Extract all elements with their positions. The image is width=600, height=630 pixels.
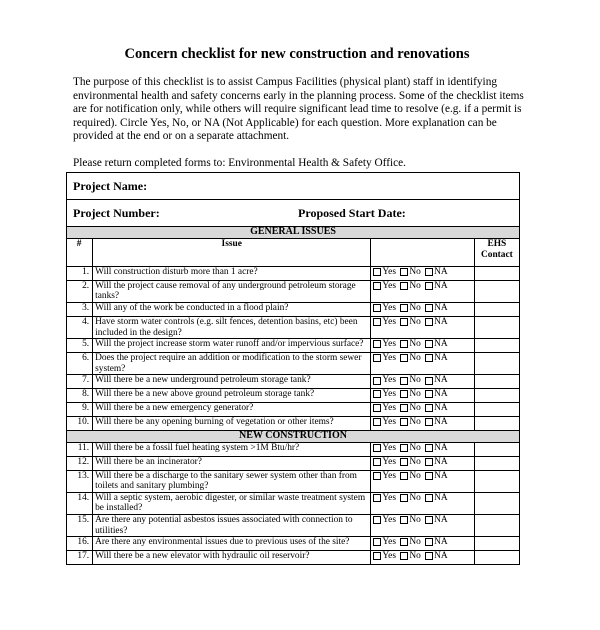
ehs-contact-cell[interactable] [474, 339, 519, 353]
ehs-contact-cell[interactable] [474, 551, 519, 565]
na-option[interactable] [425, 457, 448, 468]
ehs-contact-cell[interactable] [474, 456, 519, 470]
yes-label: Yes [382, 353, 396, 364]
question-text: Will a septic system, aerobic digester, or similar waste treatment system be installed? [93, 492, 371, 514]
checklist-row [67, 551, 520, 565]
na-option[interactable] [425, 303, 448, 314]
no-option[interactable] [400, 281, 420, 292]
na-option[interactable] [425, 471, 448, 482]
answer-options [371, 551, 474, 565]
yes-checkbox[interactable] [373, 354, 381, 362]
start-date-label: Proposed Start Date: [298, 205, 406, 220]
no-label: No [409, 551, 421, 562]
na-option[interactable] [425, 375, 448, 386]
yes-label: Yes [382, 303, 396, 314]
question-text: Will there be a new elevator with hydraulic oil reservoir? [93, 551, 371, 565]
project-name-label: Project Name: [73, 178, 148, 193]
question-number: 15. [67, 514, 93, 536]
yes-option[interactable] [373, 281, 396, 292]
no-option[interactable] [400, 417, 420, 428]
answer-options [371, 514, 474, 536]
yes-label: Yes [382, 316, 396, 327]
na-checkbox[interactable] [425, 318, 433, 326]
no-option[interactable] [400, 267, 420, 278]
no-label: No [409, 470, 421, 481]
question-number: 13. [67, 470, 93, 492]
na-label: NA [434, 514, 448, 525]
na-checkbox[interactable] [425, 404, 433, 412]
na-checkbox[interactable] [425, 418, 433, 426]
yes-checkbox[interactable] [373, 538, 381, 546]
question-text: Are there any potential asbestos issues associated with connection to utilities? [93, 514, 371, 536]
no-label: No [409, 492, 421, 503]
col-issue-header: Issue [93, 239, 371, 267]
ehs-contact-cell[interactable] [474, 389, 519, 403]
question-text: Will any of the work be conducted in a flood plain? [93, 303, 371, 317]
no-checkbox[interactable] [400, 340, 408, 348]
yes-option[interactable] [373, 457, 396, 468]
yes-option[interactable] [373, 389, 396, 400]
na-label: NA [434, 267, 448, 277]
na-checkbox[interactable] [425, 538, 433, 546]
question-number: 14. [67, 492, 93, 514]
no-label: No [409, 456, 421, 467]
answer-options [371, 492, 474, 514]
question-text: Have storm water controls (e.g. silt fences, detention basins, etc) been included in the design? [93, 316, 371, 338]
question-text: Will there be a new emergency generator? [93, 403, 371, 417]
question-number: 1. [67, 267, 93, 281]
na-checkbox[interactable] [425, 494, 433, 502]
question-number: 11. [67, 442, 93, 456]
na-option[interactable] [425, 403, 448, 414]
ehs-contact-cell[interactable] [474, 375, 519, 389]
yes-checkbox[interactable] [373, 404, 381, 412]
yes-checkbox[interactable] [373, 390, 381, 398]
question-text: Will there be a new underground petroleum storage tank? [93, 375, 371, 389]
no-label: No [409, 267, 421, 277]
yes-label: Yes [382, 537, 396, 548]
na-label: NA [434, 389, 448, 400]
question-text: Are there any environmental issues due to previous uses of the site? [93, 537, 371, 551]
no-label: No [409, 389, 421, 400]
checklist-row [67, 389, 520, 403]
yes-option[interactable] [373, 317, 396, 328]
na-option[interactable] [425, 389, 448, 400]
yes-label: Yes [382, 280, 396, 291]
yes-label: Yes [382, 492, 396, 503]
ehs-contact-cell[interactable] [474, 303, 519, 317]
ehs-contact-cell[interactable] [474, 316, 519, 338]
na-label: NA [434, 456, 448, 467]
na-option[interactable] [425, 443, 448, 454]
na-option[interactable] [425, 267, 448, 278]
no-label: No [409, 416, 421, 427]
question-text: Will construction disturb more than 1 acre? [93, 267, 371, 281]
yes-label: Yes [382, 339, 396, 350]
no-option[interactable] [400, 457, 420, 468]
checklist-row [67, 280, 520, 302]
no-option[interactable] [400, 537, 420, 548]
question-text: Will there be any opening burning of vegetation or other items? [93, 416, 371, 430]
question-number: 4. [67, 316, 93, 338]
question-number: 9. [67, 403, 93, 417]
checklist-row [67, 353, 520, 375]
no-option[interactable] [400, 375, 420, 386]
answer-options [371, 316, 474, 338]
checklist-row [67, 267, 520, 281]
ehs-contact-cell[interactable] [474, 492, 519, 514]
yes-label: Yes [382, 514, 396, 525]
no-checkbox[interactable] [400, 472, 408, 480]
question-text: Will there be an incinerator? [93, 456, 371, 470]
yes-label: Yes [382, 551, 396, 562]
na-option[interactable] [425, 353, 448, 364]
answer-options [371, 470, 474, 492]
yes-option[interactable] [373, 443, 396, 454]
yes-label: Yes [382, 416, 396, 427]
section-title: GENERAL ISSUES [67, 227, 520, 239]
na-label: NA [434, 403, 448, 414]
no-option[interactable] [400, 471, 420, 482]
na-option[interactable] [425, 317, 448, 328]
question-number: 12. [67, 456, 93, 470]
na-option[interactable] [425, 551, 448, 562]
yes-checkbox[interactable] [373, 458, 381, 466]
question-text: Will there be a discharge to the sanitary sewer system other than from toilets and sanitary plumbing? [93, 470, 371, 492]
yes-label: Yes [382, 267, 396, 277]
question-number: 17. [67, 551, 93, 565]
checklist-row [67, 537, 520, 551]
no-label: No [409, 316, 421, 327]
yes-checkbox[interactable] [373, 377, 381, 385]
no-label: No [409, 375, 421, 386]
column-headers [67, 239, 520, 267]
yes-option[interactable] [373, 303, 396, 314]
no-option[interactable] [400, 389, 420, 400]
yes-label: Yes [382, 456, 396, 467]
no-checkbox[interactable] [400, 354, 408, 362]
na-checkbox[interactable] [425, 377, 433, 385]
answer-options [371, 303, 474, 317]
ehs-contact-cell[interactable] [474, 514, 519, 536]
no-checkbox[interactable] [400, 282, 408, 290]
no-label: No [409, 303, 421, 314]
na-label: NA [434, 303, 448, 314]
no-label: No [409, 339, 421, 350]
na-option[interactable] [425, 537, 448, 548]
answer-options [371, 375, 474, 389]
col-number-header: # [67, 239, 93, 267]
no-option[interactable] [400, 339, 420, 350]
no-option[interactable] [400, 353, 420, 364]
question-text: Will the project increase storm water runoff and/or impervious surface? [93, 339, 371, 353]
no-label: No [409, 442, 421, 453]
na-option[interactable] [425, 281, 448, 292]
yes-checkbox[interactable] [373, 418, 381, 426]
no-option[interactable] [400, 303, 420, 314]
checklist-row [67, 416, 520, 430]
no-option[interactable] [400, 317, 420, 328]
yes-label: Yes [382, 470, 396, 481]
na-checkbox[interactable] [425, 444, 433, 452]
yes-option[interactable] [373, 417, 396, 428]
no-checkbox[interactable] [400, 418, 408, 426]
question-text: Will there be a new above ground petroleum storage tank? [93, 389, 371, 403]
question-text: Will there be a fossil fuel heating system >1M Btu/hr? [93, 442, 371, 456]
na-option[interactable] [425, 493, 448, 504]
yes-checkbox[interactable] [373, 340, 381, 348]
answer-options [371, 456, 474, 470]
answer-options [371, 442, 474, 456]
question-number: 5. [67, 339, 93, 353]
no-label: No [409, 514, 421, 525]
section-header [67, 227, 520, 239]
na-checkbox[interactable] [425, 516, 433, 524]
ehs-contact-cell[interactable] [474, 442, 519, 456]
na-label: NA [434, 353, 448, 364]
intro-paragraph: The purpose of this checklist is to assist Campus Facilities (physical plant) staff in identifying environmental health and safety concerns early in the planning process. Some of the checklist items are for notification only, while others will require significant lead time to resolve (e.g. if a permit is required). Circle Yes, No, or NA (Not Applicable) for each question. More explanation can be provided at the end or on a separate attachment. [73, 76, 524, 143]
yes-option[interactable] [373, 267, 396, 278]
answer-options [371, 403, 474, 417]
yes-checkbox[interactable] [373, 552, 381, 560]
ehs-contact-cell[interactable] [474, 403, 519, 417]
na-label: NA [434, 339, 448, 350]
yes-checkbox[interactable] [373, 444, 381, 452]
no-checkbox[interactable] [400, 268, 408, 276]
no-checkbox[interactable] [400, 404, 408, 412]
no-checkbox[interactable] [400, 538, 408, 546]
section-header [67, 430, 520, 442]
col-ehs-header: EHS Contact [474, 239, 519, 267]
checklist-row [67, 375, 520, 389]
yes-option[interactable] [373, 353, 396, 364]
project-number-field[interactable] [67, 200, 520, 227]
ehs-contact-cell[interactable] [474, 537, 519, 551]
no-label: No [409, 353, 421, 364]
answer-options [371, 267, 474, 281]
answer-options [371, 537, 474, 551]
yes-option[interactable] [373, 339, 396, 350]
no-checkbox[interactable] [400, 390, 408, 398]
yes-option[interactable] [373, 537, 396, 548]
yes-checkbox[interactable] [373, 516, 381, 524]
na-label: NA [434, 416, 448, 427]
na-checkbox[interactable] [425, 304, 433, 312]
no-checkbox[interactable] [400, 494, 408, 502]
no-checkbox[interactable] [400, 377, 408, 385]
yes-checkbox[interactable] [373, 318, 381, 326]
no-label: No [409, 403, 421, 414]
no-checkbox[interactable] [400, 458, 408, 466]
answer-options [371, 389, 474, 403]
no-option[interactable] [400, 515, 420, 526]
question-text: Will the project cause removal of any underground petroleum storage tanks? [93, 280, 371, 302]
ehs-contact-cell[interactable] [474, 470, 519, 492]
question-number: 10. [67, 416, 93, 430]
answer-options [371, 280, 474, 302]
no-label: No [409, 537, 421, 548]
yes-option[interactable] [373, 403, 396, 414]
yes-checkbox[interactable] [373, 282, 381, 290]
na-checkbox[interactable] [425, 282, 433, 290]
question-number: 3. [67, 303, 93, 317]
checklist-row [67, 339, 520, 353]
yes-checkbox[interactable] [373, 268, 381, 276]
no-label: No [409, 280, 421, 291]
no-option[interactable] [400, 403, 420, 414]
na-label: NA [434, 537, 448, 548]
question-number: 16. [67, 537, 93, 551]
checklist-table [66, 226, 520, 565]
question-number: 2. [67, 280, 93, 302]
na-checkbox[interactable] [425, 552, 433, 560]
na-label: NA [434, 280, 448, 291]
section-title: NEW CONSTRUCTION [67, 430, 520, 442]
answer-options [371, 416, 474, 430]
question-number: 7. [67, 375, 93, 389]
yes-option[interactable] [373, 493, 396, 504]
na-option[interactable] [425, 339, 448, 350]
project-info-table [66, 172, 520, 227]
no-checkbox[interactable] [400, 516, 408, 524]
checklist-row [67, 403, 520, 417]
yes-checkbox[interactable] [373, 472, 381, 480]
no-option[interactable] [400, 443, 420, 454]
yes-option[interactable] [373, 551, 396, 562]
ehs-contact-cell[interactable] [474, 353, 519, 375]
ehs-contact-cell[interactable] [474, 280, 519, 302]
checklist-row [67, 470, 520, 492]
checklist-row [67, 456, 520, 470]
answer-options [371, 339, 474, 353]
yes-option[interactable] [373, 471, 396, 482]
col-answer-header [371, 239, 474, 267]
question-text: Does the project require an addition or modification to the storm sewer system? [93, 353, 371, 375]
na-checkbox[interactable] [425, 340, 433, 348]
no-checkbox[interactable] [400, 304, 408, 312]
na-label: NA [434, 492, 448, 503]
yes-label: Yes [382, 389, 396, 400]
na-checkbox[interactable] [425, 268, 433, 276]
checklist-row [67, 492, 520, 514]
na-label: NA [434, 470, 448, 481]
document-title: Concern checklist for new construction and renovations [124, 46, 470, 62]
project-number-label: Project Number: [73, 205, 160, 220]
no-option[interactable] [400, 551, 420, 562]
yes-label: Yes [382, 442, 396, 453]
checklist-row [67, 316, 520, 338]
yes-option[interactable] [373, 375, 396, 386]
no-checkbox[interactable] [400, 318, 408, 326]
na-checkbox[interactable] [425, 458, 433, 466]
ehs-contact-cell[interactable] [474, 416, 519, 430]
no-checkbox[interactable] [400, 444, 408, 452]
yes-label: Yes [382, 375, 396, 386]
return-instructions: Please return completed forms to: Environmental Health & Safety Office. [73, 156, 406, 169]
checklist-row [67, 303, 520, 317]
checklist-row [67, 514, 520, 536]
checklist-row [67, 442, 520, 456]
project-name-field[interactable] [67, 173, 520, 200]
na-label: NA [434, 375, 448, 386]
yes-option[interactable] [373, 515, 396, 526]
yes-checkbox[interactable] [373, 494, 381, 502]
yes-label: Yes [382, 403, 396, 414]
na-label: NA [434, 316, 448, 327]
ehs-contact-cell[interactable] [474, 267, 519, 281]
na-option[interactable] [425, 417, 448, 428]
question-number: 8. [67, 389, 93, 403]
no-checkbox[interactable] [400, 552, 408, 560]
answer-options [371, 353, 474, 375]
no-option[interactable] [400, 493, 420, 504]
question-number: 6. [67, 353, 93, 375]
na-checkbox[interactable] [425, 390, 433, 398]
na-option[interactable] [425, 515, 448, 526]
na-label: NA [434, 551, 448, 562]
na-label: NA [434, 442, 448, 453]
na-checkbox[interactable] [425, 472, 433, 480]
na-checkbox[interactable] [425, 354, 433, 362]
yes-checkbox[interactable] [373, 304, 381, 312]
